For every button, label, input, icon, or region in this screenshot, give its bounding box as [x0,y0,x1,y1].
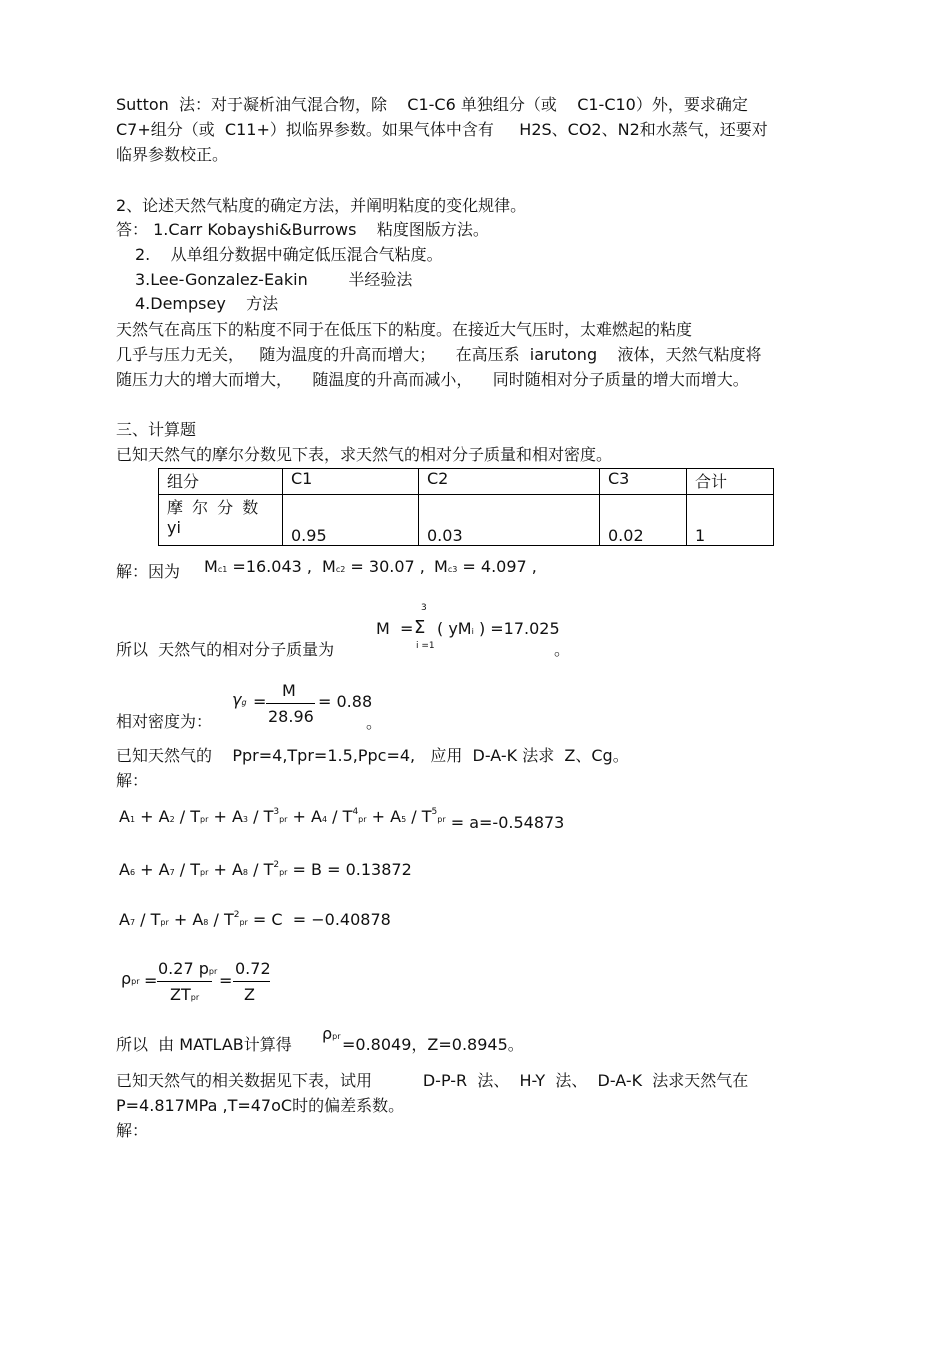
sigma-upper: 3 [421,603,427,613]
molar-mass-c1: Mc1 =16.043 , [204,557,312,576]
table-header: 合计 [687,469,774,495]
text-line: Sutton 法：对于凝析油气混合物，除 C1-C6 单独组分（或 C1-C10）外，要求确定 [116,95,748,114]
table-row [159,495,774,546]
problem-text: 已知天然气的 Ppr=4,Tpr=1.5,Ppc=4, 应用 D-A-K 法求 Z、Cg。 [116,746,629,765]
table-header: C3 [600,469,687,495]
matlab-text: 所以 由 MATLAB计算得 [116,1035,292,1054]
rho-numerator: 0.27 ppr [158,959,218,978]
answer-label: 答： [116,220,149,239]
mw-label: 所以 天然气的相对分子质量为 [116,640,335,659]
answer-line [116,218,489,242]
equals: = [253,692,267,711]
table-header: C1 [283,469,419,495]
solution-label: 解： [116,1121,149,1140]
equals: = [144,971,158,990]
text-line: 随压力大的增大而增大， 随温度的升高而减小， 同时随相对分子质量的增大而增大。 [116,370,749,389]
rho-symbol: ρpr [322,1024,341,1043]
problem-text: P=4.817MPa ,T=47oC时的偏差系数。 [116,1096,405,1115]
sigma-lower: i =1 [416,641,435,651]
equals: = [219,971,233,990]
row-label-sub: yi [167,518,181,537]
table-cell: 1 [687,495,774,546]
section-title: 三、计算题 [116,420,197,439]
rd-result: = 0.88 [318,692,373,711]
mole-fraction-table [158,468,774,546]
table-cell [159,495,283,546]
rd-denominator: 28.96 [268,707,314,726]
answer-item: 2. 从单组分数据中确定低压混合气粘度。 [135,245,443,264]
matlab-result: =0.8049，Z=0.8945。 [342,1035,524,1054]
table-header: C2 [419,469,600,495]
fraction-bar [157,981,212,982]
rd-label: 相对密度为： [116,712,213,731]
answer-item: 1.Carr Kobayshi&Burrows 粘度图版方法。 [153,220,489,239]
equation-b: A6 + A7 / Tpr + $A8 / T^2pr = B = 0.13872$ [119,860,412,879]
mw-formula-lhs: M = [376,619,414,638]
solution-prefix: 解：因为 [116,562,181,581]
rho-denominator: ZTpr [170,985,200,1004]
solution-label: 解： [116,771,149,790]
fraction-bar [266,703,315,704]
gamma-symbol: γg [232,690,247,709]
rho-numerator-2: 0.72 [235,959,271,978]
equation-c: A7 / Tpr + $A8 / T^2pr = C = -0.40878$ [119,910,391,929]
table-header: 组分 [159,469,283,495]
period: 。 [366,713,383,732]
text-line: 临界参数校正。 [116,145,229,164]
rho-symbol: ρpr [121,969,140,988]
text-line: 几乎与压力无关， 随为温度的升高而增大； 在高压系 iarutong 液体，天然气粘度将 [116,345,762,364]
molar-mass-c3: Mc3 = 4.097 , [434,557,537,576]
sigma-symbol: Σ [414,617,426,638]
table-cell: 0.02 [600,495,687,546]
text-line: 天然气在高压下的粘度不同于在低压下的粘度。在接近大气压时，太难燃起的粘度 [116,320,693,339]
table-row [159,469,774,495]
fraction-bar [233,981,270,982]
table-cell: 0.03 [419,495,600,546]
problem-text: 已知天然气的摩尔分数见下表，求天然气的相对分子质量和相对密度。 [116,445,613,464]
answer-item: 4.Dempsey 方法 [135,294,279,313]
equation-a: A1 + A2 / Tpr + $A3 / T^3pr + A4 / T^4pr + A5 / T^5pr = a=-0.54873$ [119,807,565,832]
answer-item: 3.Lee-Gonzalez-Eakin 半经验法 [135,270,413,289]
problem-text: 已知天然气的相关数据见下表，试用 D-P-R 法、 H-Y 法、 D-A-K 法求天然气在 [116,1071,749,1090]
rd-numerator: M [282,681,296,700]
question-title: 2、论述天然气粘度的确定方法，并阐明粘度的变化规律。 [116,196,527,215]
table-cell: 0.95 [283,495,419,546]
mw-formula-rhs: ( yMi ) =17.025 [437,619,560,638]
row-label: 摩 尔 分 数 [167,498,261,517]
period: 。 [554,640,571,659]
text-line: C7+组分（或 C11+）拟临界参数。如果气体中含有 H2S、CO2、N2和水蒸气，还要对 [116,120,768,139]
rho-denominator-2: Z [244,985,255,1004]
molar-mass-c2: Mc2 = 30.07 , [322,557,425,576]
